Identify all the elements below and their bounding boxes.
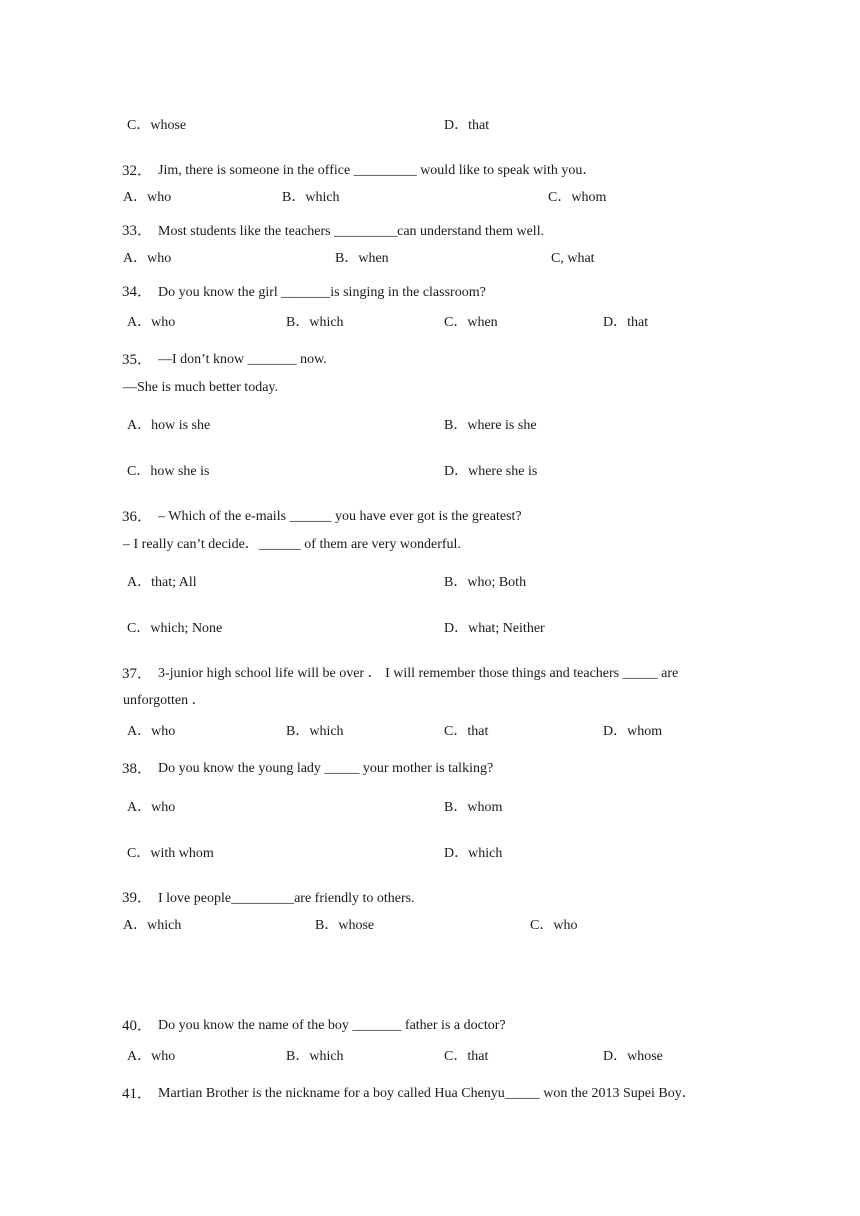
q36-option-a: A．that; All <box>127 575 197 590</box>
q37-option-c: C．that <box>444 724 489 739</box>
q34-option-d: D．that <box>603 315 649 330</box>
q33-stem: Most students like the teachers _________can understand them well. <box>158 224 545 239</box>
q36-option-d: D．what; Neither <box>444 621 545 636</box>
q38-option-d: D．which <box>444 846 503 861</box>
q33-number: 33． <box>122 223 153 239</box>
q31-option-d: D．that <box>444 118 490 133</box>
q34-option-c: C．when <box>444 315 498 330</box>
q40-option-b: B．which <box>286 1049 344 1064</box>
q34-stem: Do you know the girl _______is singing in the classroom? <box>158 285 486 300</box>
q32-number: 32． <box>122 163 153 179</box>
q38-stem: Do you know the young lady _____ your mother is talking? <box>158 761 494 776</box>
q32-option-a: A．who <box>123 190 172 205</box>
q37-option-a: A．who <box>127 724 176 739</box>
q35-option-d: D．where she is <box>444 464 538 479</box>
q34-number: 34． <box>122 284 153 300</box>
q36-line2: – I really can’t decide．______ of them are very wonderful. <box>123 537 461 552</box>
q38-number: 38． <box>122 761 153 777</box>
q35-line2: —She is much better today. <box>123 380 279 395</box>
q35-option-a: A．how is she <box>127 418 211 433</box>
q40-option-a: A．who <box>127 1049 176 1064</box>
q37-option-d: D．whom <box>603 724 663 739</box>
q36-stem: – Which of the e-mails ______ you have ever got is the greatest? <box>158 509 522 524</box>
q32-stem: Jim, there is someone in the office _________ would like to speak with you． <box>158 163 597 178</box>
q41-number: 41． <box>122 1086 153 1102</box>
q39-stem: I love people_________are friendly to others. <box>158 891 415 906</box>
q31-option-c: C．whose <box>127 118 187 133</box>
q36-option-c: C．which; None <box>127 621 223 636</box>
q32-option-c: C．whom <box>548 190 607 205</box>
q33-option-a: A．who <box>123 251 172 266</box>
q39-option-c: C．who <box>530 918 578 933</box>
q34-option-b: B．which <box>286 315 344 330</box>
q36-option-b: B．who; Both <box>444 575 527 590</box>
q37-line2: unforgotten ． <box>123 693 206 708</box>
q35-stem: —I don’t know _______ now. <box>158 352 327 367</box>
q40-number: 40． <box>122 1018 153 1034</box>
q33-option-c: C, what <box>551 251 595 266</box>
q41-stem: Martian Brother is the nickname for a boy called Hua Chenyu_____ won the 2013 Supei Boy． <box>158 1086 696 1101</box>
q33-option-b: B．when <box>335 251 389 266</box>
q39-option-a: A．which <box>123 918 182 933</box>
q35-option-c: C．how she is <box>127 464 210 479</box>
q40-stem: Do you know the name of the boy _______ father is a doctor? <box>158 1018 506 1033</box>
q36-number: 36． <box>122 509 153 525</box>
q35-option-b: B．where is she <box>444 418 537 433</box>
q37-stem: 3-junior high school life will be over ． I will remember those things and teachers _____ are <box>158 666 679 681</box>
q32-option-b: B．which <box>282 190 340 205</box>
q38-option-b: B．whom <box>444 800 503 815</box>
q38-option-a: A．who <box>127 800 176 815</box>
q34-option-a: A．who <box>127 315 176 330</box>
q35-number: 35． <box>122 352 153 368</box>
q40-option-c: C．that <box>444 1049 489 1064</box>
q37-option-b: B．which <box>286 724 344 739</box>
q37-number: 37． <box>122 666 153 682</box>
q39-number: 39． <box>122 890 153 906</box>
q40-option-d: D．whose <box>603 1049 663 1064</box>
q39-option-b: B．whose <box>315 918 375 933</box>
q38-option-c: C．with whom <box>127 846 214 861</box>
